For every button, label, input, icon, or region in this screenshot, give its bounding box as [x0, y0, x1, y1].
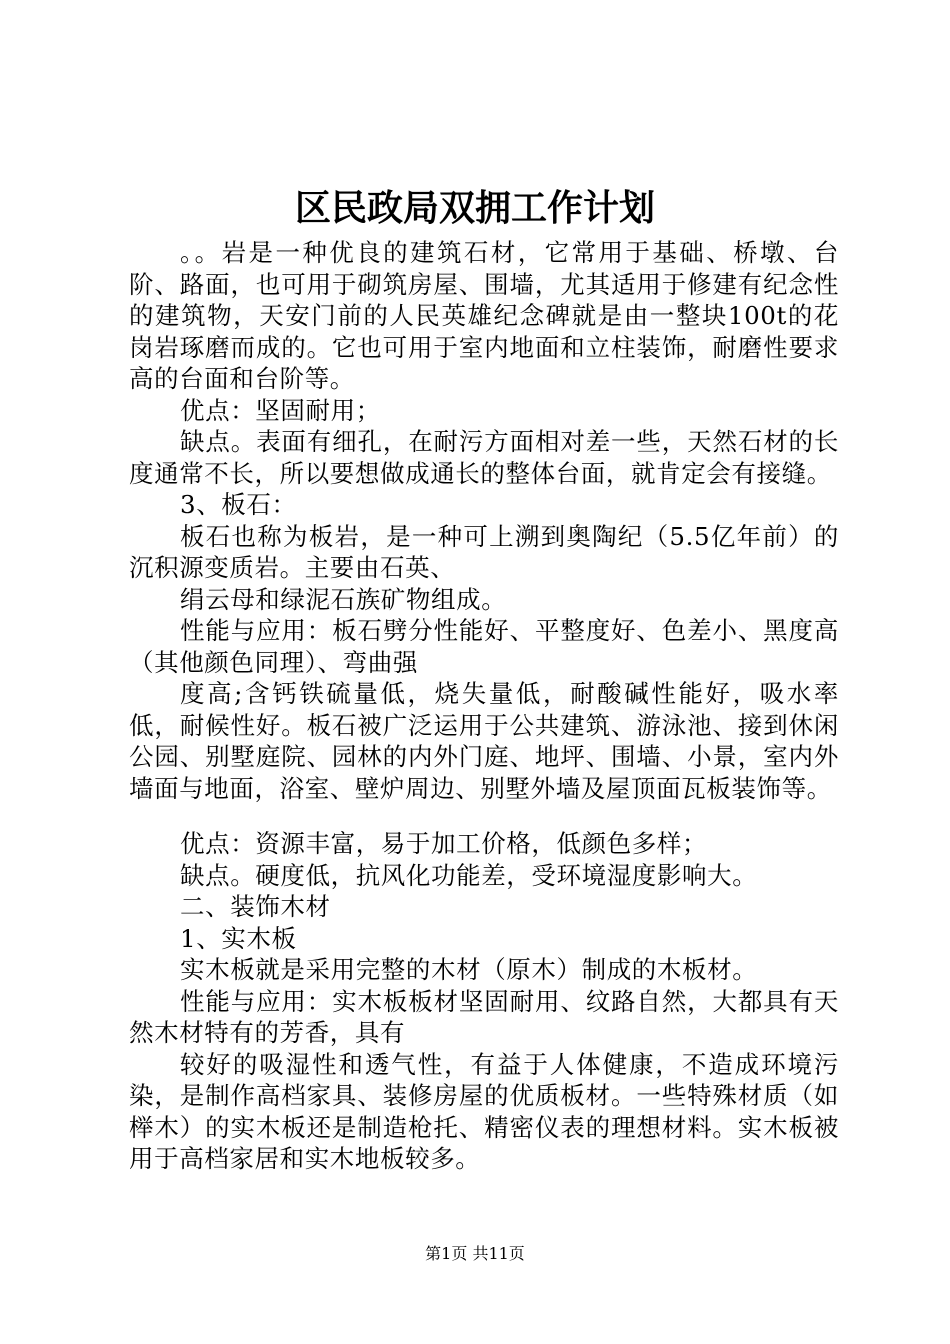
- paragraph-solid-wood-performance: 性能与应用：实木板板材坚固耐用、纹路自然，大都具有天然木材特有的芳香，具有: [129, 986, 839, 1047]
- section-heading-decorative-wood: 二、装饰木材: [180, 892, 331, 921]
- paragraph-granite-description: 。。岩是一种优良的建筑石材，它常用于基础、桥墩、台阶、路面，也可用于砌筑房屋、围墙，尤其适用于修建有纪念性的建筑物，天安门前的人民英雄纪念碑就是由一整块100t的花岗岩琢磨而成的。它也可用于室内地面和立柱装饰，耐磨性要求高的台面和台阶等。: [129, 238, 839, 393]
- paragraph-slate-applications: 度高;含钙铁硫量低，烧失量低，耐酸碱性能好，吸水率低，耐候性好。板石被广泛运用于公共建筑、游泳池、接到休闲公园、别墅庭院、园林的内外门庭、地坪、围墙、小景，室内外墙面与地面，浴室、壁炉周边、别墅外墙及屋顶面瓦板装饰等。: [129, 679, 839, 803]
- paragraph-granite-pros: 优点：坚固耐用；: [180, 395, 381, 425]
- paragraph-slate-cons: 缺点。硬度低，抗风化功能差，受环境湿度影响大。: [180, 860, 758, 890]
- section-heading-solid-wood-board: 1、实木板: [180, 923, 297, 953]
- document-title: 区民政局双拥工作计划: [294, 187, 655, 229]
- page-footer: 第1页 共11页: [425, 1244, 525, 1263]
- paragraph-slate-pros: 优点：资源丰富，易于加工价格，低颜色多样；: [180, 829, 708, 858]
- paragraph-granite-cons: 缺点。表面有细孔，在耐污方面相对差一些，天然石材的长度通常不长，所以要想做成通长的整体台面，就肯定会有接缝。: [129, 427, 839, 488]
- document-body: [129, 237, 839, 1175]
- paragraph-slate-performance: 性能与应用：板石劈分性能好、平整度好、色差小、黑度高（其他颜色同理）、弯曲强: [129, 616, 839, 677]
- paragraph-slate-description: 板石也称为板岩，是一种可上溯到奥陶纪（5.5亿年前）的沉积源变质岩。主要由石英、: [129, 521, 839, 582]
- paragraph-solid-wood-applications: 较好的吸湿性和透气性，有益于人体健康，不造成环境污染，是制作高档家具、装修房屋的优质板材。一些特殊材质（如榉木）的实木板还是制造枪托、精密仪表的理想材料。实木板被用于高档家居和实木地板较多。: [129, 1049, 839, 1173]
- paragraph-slate-minerals: 绢云母和绿泥石族矿物组成。: [180, 584, 507, 614]
- section-heading-slate: 3、板石：: [180, 490, 297, 519]
- paragraph-solid-wood-definition: 实木板就是采用完整的木材（原木）制成的木板材。: [180, 955, 758, 984]
